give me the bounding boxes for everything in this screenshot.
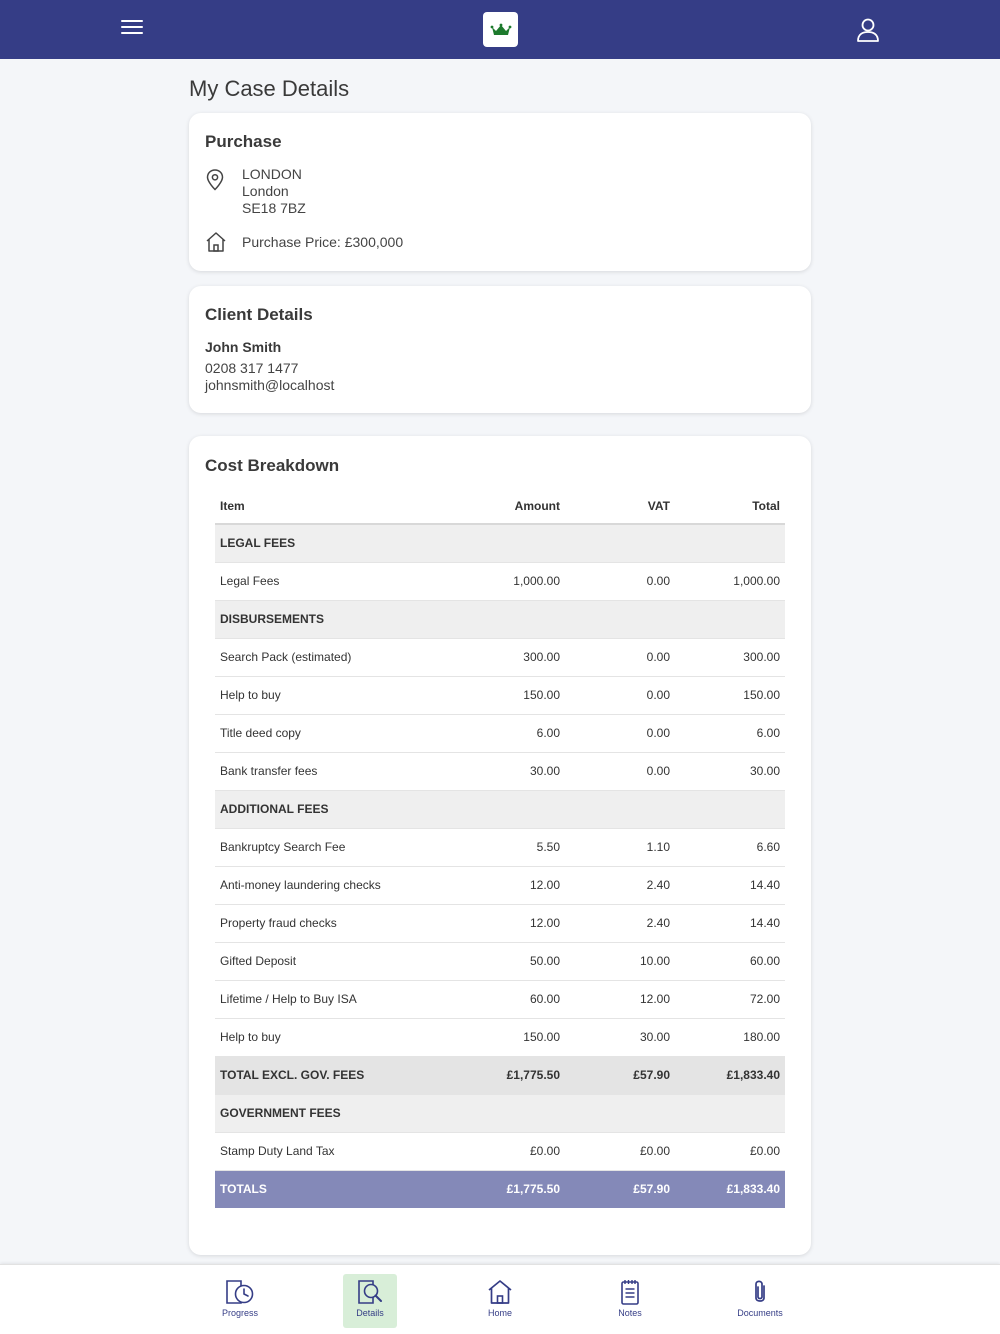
client-phone[interactable]: 0208 317 1477 [205, 360, 299, 376]
hamburger-menu-icon[interactable] [118, 16, 146, 42]
house-icon [205, 231, 227, 258]
purchase-title: Purchase [205, 132, 282, 151]
cell-amount: £1,775.50 [455, 1170, 565, 1208]
nav-progress[interactable] [213, 1274, 267, 1328]
cell-amount: 1,000.00 [455, 562, 565, 600]
details-icon [354, 1278, 386, 1306]
cost-table [215, 488, 785, 1208]
nav-notes[interactable] [603, 1274, 657, 1328]
cell-vat [565, 790, 675, 828]
cell-amount: 300.00 [455, 638, 565, 676]
section-row [215, 790, 785, 828]
cell-vat: 0.00 [565, 714, 675, 752]
cell-vat: 2.40 [565, 904, 675, 942]
table-row [215, 562, 785, 600]
cell-amount: £1,775.50 [455, 1056, 565, 1094]
paperclip-icon [744, 1278, 776, 1306]
nav-home[interactable] [473, 1274, 527, 1328]
nav-label: Details [356, 1308, 384, 1318]
cell-vat [565, 1094, 675, 1132]
cell-vat: 0.00 [565, 752, 675, 790]
purchase-price: Purchase Price: £300,000 [242, 234, 404, 250]
subtotal-row [215, 1056, 785, 1094]
client-details-card [189, 286, 811, 413]
notes-icon [614, 1278, 646, 1306]
cell-total: 1,000.00 [675, 562, 785, 600]
table-row [215, 942, 785, 980]
cell-item: GOVERNMENT FEES [215, 1094, 455, 1132]
cost-breakdown-title: Cost Breakdown [205, 456, 340, 475]
cost-table-body [215, 524, 785, 1208]
crown-logo[interactable] [483, 12, 518, 47]
cell-amount [455, 524, 565, 562]
column-header-item: Item [215, 488, 455, 524]
cell-vat [565, 600, 675, 638]
cell-item: Bank transfer fees [215, 752, 455, 790]
client-name: John Smith [205, 339, 282, 355]
cell-amount: 6.00 [455, 714, 565, 752]
cell-total: 72.00 [675, 980, 785, 1018]
cell-item: Anti-money laundering checks [215, 866, 455, 904]
cell-item: Search Pack (estimated) [215, 638, 455, 676]
table-row [215, 752, 785, 790]
user-icon[interactable] [856, 17, 880, 43]
cell-total: 180.00 [675, 1018, 785, 1056]
cell-item: LEGAL FEES [215, 524, 455, 562]
table-row [215, 828, 785, 866]
address-line: SE18 7BZ [242, 200, 306, 216]
cell-amount: 12.00 [455, 866, 565, 904]
nav-label: Documents [737, 1308, 783, 1318]
cell-total [675, 790, 785, 828]
totals-row [215, 1170, 785, 1208]
table-row [215, 904, 785, 942]
cell-amount [455, 600, 565, 638]
cell-total [675, 600, 785, 638]
cell-total: 60.00 [675, 942, 785, 980]
section-row [215, 524, 785, 562]
table-row [215, 1132, 785, 1170]
cell-amount: 30.00 [455, 752, 565, 790]
nav-label: Progress [221, 1308, 258, 1318]
column-header-amount: Amount [455, 488, 565, 524]
cell-total: £0.00 [675, 1132, 785, 1170]
cell-vat: 0.00 [565, 638, 675, 676]
column-header-total: Total [675, 488, 785, 524]
cell-item: ADDITIONAL FEES [215, 790, 455, 828]
cell-vat: 2.40 [565, 866, 675, 904]
cost-breakdown-card [189, 436, 811, 1255]
cell-item: Gifted Deposit [215, 942, 455, 980]
cell-vat: £57.90 [565, 1056, 675, 1094]
column-header-vat: VAT [565, 488, 675, 524]
cell-item: Bankruptcy Search Fee [215, 828, 455, 866]
cell-item: Property fraud checks [215, 904, 455, 942]
table-header-row [215, 488, 785, 524]
purchase-address [242, 166, 306, 217]
client-details-title: Client Details [205, 305, 313, 324]
cell-vat: 1.10 [565, 828, 675, 866]
cell-total: 300.00 [675, 638, 785, 676]
cell-amount: 12.00 [455, 904, 565, 942]
cell-vat: £57.90 [565, 1170, 675, 1208]
table-row [215, 714, 785, 752]
progress-icon [224, 1278, 256, 1306]
home-icon [484, 1278, 516, 1306]
purchase-card [189, 113, 811, 271]
section-row [215, 1094, 785, 1132]
bottom-nav [0, 1264, 1000, 1334]
page-title: My Case Details [189, 76, 350, 101]
cell-item: Help to buy [215, 1018, 455, 1056]
table-row [215, 638, 785, 676]
cell-amount: 150.00 [455, 1018, 565, 1056]
table-row [215, 866, 785, 904]
address-line: LONDON [242, 166, 302, 182]
cell-total: 6.60 [675, 828, 785, 866]
section-row [215, 600, 785, 638]
cell-vat: 0.00 [565, 676, 675, 714]
table-row [215, 1018, 785, 1056]
cell-vat: 0.00 [565, 562, 675, 600]
cell-item: Title deed copy [215, 714, 455, 752]
cell-amount: 150.00 [455, 676, 565, 714]
cell-item: Stamp Duty Land Tax [215, 1132, 455, 1170]
cell-vat: 12.00 [565, 980, 675, 1018]
cell-total [675, 524, 785, 562]
cell-amount: 5.50 [455, 828, 565, 866]
cell-amount: £0.00 [455, 1132, 565, 1170]
cell-vat: £0.00 [565, 1132, 675, 1170]
cell-total: 150.00 [675, 676, 785, 714]
cell-item: TOTALS [215, 1170, 455, 1208]
cell-item: Help to buy [215, 676, 455, 714]
address-line: London [242, 183, 289, 199]
nav-label: Home [487, 1308, 512, 1318]
location-pin-icon [205, 169, 225, 196]
cell-amount [455, 790, 565, 828]
cell-total: 14.40 [675, 904, 785, 942]
cell-item: Legal Fees [215, 562, 455, 600]
cell-amount [455, 1094, 565, 1132]
nav-label: Notes [618, 1308, 642, 1318]
cell-amount: 50.00 [455, 942, 565, 980]
cell-vat: 10.00 [565, 942, 675, 980]
cell-item: Lifetime / Help to Buy ISA [215, 980, 455, 1018]
cell-total: 6.00 [675, 714, 785, 752]
cell-item: TOTAL EXCL. GOV. FEES [215, 1056, 455, 1094]
nav-details[interactable] [343, 1274, 397, 1328]
cell-item: DISBURSEMENTS [215, 600, 455, 638]
cell-vat: 30.00 [565, 1018, 675, 1056]
cell-total [675, 1094, 785, 1132]
top-bar [0, 0, 1000, 59]
cell-total: £1,833.40 [675, 1056, 785, 1094]
cell-total: 14.40 [675, 866, 785, 904]
cell-total: 30.00 [675, 752, 785, 790]
client-email[interactable]: johnsmith@localhost [205, 377, 335, 393]
nav-documents[interactable] [733, 1274, 787, 1328]
cell-total: £1,833.40 [675, 1170, 785, 1208]
table-row [215, 676, 785, 714]
table-row [215, 980, 785, 1018]
cell-vat [565, 524, 675, 562]
cell-amount: 60.00 [455, 980, 565, 1018]
